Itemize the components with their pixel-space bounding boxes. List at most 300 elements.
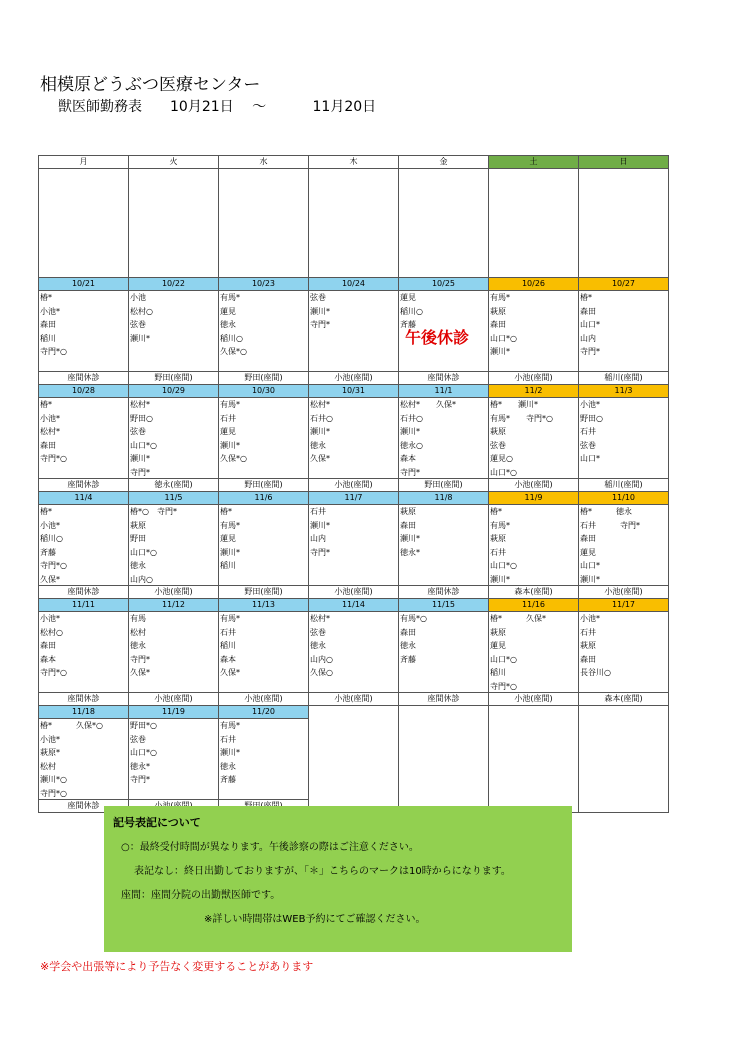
staff-list [39, 291, 128, 371]
staff-entry: 弦巻 [130, 427, 146, 437]
staff-entry: 山口*○ [490, 333, 517, 343]
zama-assignment: 野田(座間) [219, 478, 308, 491]
staff-entry: 瀬川* [400, 427, 420, 437]
day-cell [579, 492, 669, 599]
staff-list [579, 612, 668, 692]
day-cell [219, 706, 309, 813]
staff-entry: 久保* [220, 668, 240, 678]
zama-assignment: 小池(座間) [309, 371, 398, 384]
day-date: 11/18 [39, 706, 128, 719]
staff-entry: 徳永 [130, 641, 146, 651]
staff-entry: 斉藤 [400, 320, 416, 330]
staff-entry: 有馬 [130, 614, 146, 623]
staff-entry: 蓮見 [220, 534, 236, 544]
staff-entry: 山口*○ [490, 654, 517, 664]
staff-entry: 石井 [580, 427, 596, 437]
staff-entry: 寺門*○ [490, 681, 517, 691]
staff-entry: 山内 [310, 534, 326, 544]
staff-list [219, 291, 308, 371]
staff-list [129, 398, 218, 478]
staff-entry: 寺門*○ [40, 668, 67, 678]
staff-list [309, 612, 398, 692]
day-date: 11/7 [309, 492, 398, 505]
staff-entry: 森田 [490, 320, 506, 330]
staff-list [129, 612, 218, 692]
staff-entry: 椿*○ 寺門* [130, 507, 177, 516]
staff-entry: 森田 [580, 534, 596, 544]
staff-entry: 瀬川* [490, 347, 510, 357]
empty-day-cell [489, 706, 579, 813]
staff-entry: 寺門* [400, 467, 420, 477]
staff-entry: 松村* [310, 400, 330, 409]
staff-entry: 萩原 [490, 427, 506, 437]
weekday-header: 土 [489, 156, 579, 169]
staff-entry: 徳永 [310, 641, 326, 651]
day-date: 11/9 [489, 492, 578, 505]
staff-entry: 石井 [220, 413, 236, 423]
staff-entry: 椿* [40, 293, 52, 302]
day-cell [129, 278, 219, 385]
staff-entry: 瀬川* [130, 333, 150, 343]
day-cell [219, 385, 309, 492]
day-cell [579, 385, 669, 492]
staff-entry: 瀬川* [400, 534, 420, 544]
day-cell [219, 599, 309, 706]
staff-entry: 森本 [40, 654, 56, 664]
page-title: 相模原どうぶつ医療センター [40, 75, 261, 95]
day-date: 11/10 [579, 492, 668, 505]
zama-assignment: 森本(座間) [489, 585, 578, 598]
day-date: 10/31 [309, 385, 398, 398]
staff-entry: 徳永 [400, 641, 416, 651]
zama-assignment: 座間休診 [39, 692, 128, 705]
staff-list [129, 505, 218, 585]
zama-assignment: 座間休診 [399, 585, 488, 598]
staff-entry: 瀬川* [310, 306, 330, 316]
staff-entry: 徳永 [310, 440, 326, 450]
day-date: 11/11 [39, 599, 128, 612]
schedule-period: 獣医師勤務表 10月21日 〜 11月20日 [58, 99, 377, 115]
staff-entry: 森田 [40, 440, 56, 450]
staff-entry: 萩原 [490, 534, 506, 544]
staff-entry: 椿* 瀬川* [490, 400, 538, 409]
staff-entry: 有馬* [490, 520, 510, 530]
staff-entry: 石井○ [310, 413, 333, 423]
day-date: 10/30 [219, 385, 308, 398]
day-date: 11/14 [309, 599, 398, 612]
staff-entry: 瀬川* [220, 748, 240, 758]
staff-entry: 石井 [220, 734, 236, 744]
zama-assignment: 座間休診 [399, 371, 488, 384]
staff-list [219, 719, 308, 799]
staff-entry: 寺門*○ [40, 788, 67, 798]
staff-list [309, 291, 398, 371]
staff-entry: 久保*○ [220, 454, 247, 464]
afternoon-closed-notice: 午後休診 [405, 328, 470, 347]
legend-heading: 記号表記について [113, 816, 201, 829]
staff-entry: 稲川 [220, 561, 236, 571]
zama-assignment: 森本(座間) [579, 692, 668, 705]
day-cell [489, 385, 579, 492]
staff-entry: 有馬* [220, 520, 240, 530]
staff-entry: 蓮見○ [490, 454, 513, 464]
staff-entry: 山口*○ [130, 547, 157, 557]
staff-entry: 石井 [220, 627, 236, 637]
staff-list [309, 505, 398, 585]
blank-cell [39, 169, 129, 278]
staff-entry: 稲川 [490, 668, 506, 678]
staff-entry: 瀬川* [580, 574, 600, 584]
zama-assignment: 小池(座間) [129, 585, 218, 598]
staff-entry: 寺門* [130, 775, 150, 785]
staff-entry: 山口*○ [130, 748, 157, 758]
legend-line-zama: 座間：座間分院の出勤獣医師です。 [121, 890, 281, 901]
staff-entry: 瀬川* [220, 547, 240, 557]
weekday-header: 月 [39, 156, 129, 169]
day-date: 10/21 [39, 278, 128, 291]
day-date: 11/19 [129, 706, 218, 719]
staff-entry: 蓮見 [220, 306, 236, 316]
staff-list [219, 612, 308, 692]
blank-cell [129, 169, 219, 278]
staff-entry: 稲川○ [400, 306, 423, 316]
legend-box [104, 806, 572, 952]
staff-entry: 山内○ [130, 574, 153, 584]
staff-entry: 椿* [40, 507, 52, 516]
staff-entry: 野田○ [580, 413, 603, 423]
staff-entry: 蓮見 [490, 641, 506, 651]
staff-entry: 有馬* 寺門*○ [490, 413, 553, 423]
staff-entry: 瀬川*○ [40, 775, 67, 785]
staff-entry: 弦巻 [310, 293, 326, 302]
zama-assignment: 小池(座間) [489, 478, 578, 491]
staff-entry: 石井 [310, 507, 326, 516]
weekday-header: 水 [219, 156, 309, 169]
staff-entry: 寺門* [130, 467, 150, 477]
staff-entry: 瀬川* [310, 520, 330, 530]
zama-assignment: 座間休診 [399, 692, 488, 705]
day-cell [309, 385, 399, 492]
staff-entry: 久保* [310, 454, 330, 464]
staff-list [219, 398, 308, 478]
day-cell [39, 492, 129, 599]
day-date: 10/26 [489, 278, 578, 291]
staff-entry: 萩原 [400, 507, 416, 516]
blank-cell [579, 169, 669, 278]
staff-entry: 弦巻 [130, 734, 146, 744]
staff-entry: 森田 [580, 306, 596, 316]
staff-entry: 山口*○ [130, 440, 157, 450]
staff-entry: 有馬* [220, 293, 240, 302]
day-cell [489, 278, 579, 385]
day-date: 10/24 [309, 278, 398, 291]
staff-entry: 萩原 [490, 306, 506, 316]
staff-entry: 寺門* [310, 320, 330, 330]
staff-entry: 久保* [40, 574, 60, 584]
legend-line-asterisk: 表記なし：終日出勤しておりますが、「＊」こちらのマークは10時からになります。 [134, 866, 511, 877]
staff-entry: 松村○ [130, 306, 153, 316]
day-cell [219, 278, 309, 385]
zama-assignment: 稲川(座間) [579, 478, 668, 491]
staff-list [39, 719, 128, 799]
staff-entry: 松村 [130, 627, 146, 637]
staff-entry: 森本 [220, 654, 236, 664]
staff-entry: 寺門* [310, 547, 330, 557]
staff-entry: 久保○ [310, 668, 333, 678]
day-cell [309, 278, 399, 385]
staff-list [579, 398, 668, 478]
staff-entry: 小池 [130, 293, 146, 302]
staff-entry: 萩原 [580, 641, 596, 651]
staff-entry: 久保* [130, 668, 150, 678]
staff-list [39, 398, 128, 478]
staff-entry: 松村* 久保* [400, 400, 456, 409]
staff-entry: 稲川○ [40, 534, 63, 544]
staff-entry: 斉藤 [220, 775, 236, 785]
blank-cell [309, 169, 399, 278]
day-date: 10/25 [399, 278, 488, 291]
staff-entry: 蓮見 [400, 293, 416, 302]
staff-entry: 萩原 [130, 520, 146, 530]
staff-entry: 森田 [40, 320, 56, 330]
zama-assignment: 小池(座間) [579, 585, 668, 598]
staff-list [129, 719, 218, 799]
zama-assignment: 座間休診 [39, 799, 128, 812]
staff-entry: 小池* [40, 520, 60, 530]
staff-entry: 有馬*○ [400, 614, 427, 623]
staff-list [129, 291, 218, 371]
staff-entry: 小池* [40, 413, 60, 423]
staff-entry: 有馬* [220, 614, 240, 623]
weekday-header: 木 [309, 156, 399, 169]
staff-entry: 山口* [580, 320, 600, 330]
zama-assignment: 野田(座間) [129, 371, 218, 384]
legend-line-web: ※詳しい時間帯はWEB予約にてご確認ください。 [204, 914, 426, 925]
day-cell [399, 278, 489, 385]
staff-entry: 椿* [580, 293, 592, 302]
staff-entry: 椿* 久保*○ [40, 721, 103, 730]
staff-entry: 山内○ [310, 654, 333, 664]
day-cell [309, 599, 399, 706]
day-cell [399, 492, 489, 599]
staff-entry: 松村* [40, 427, 60, 437]
staff-list [399, 505, 488, 585]
day-cell [129, 706, 219, 813]
staff-entry: 萩原 [490, 627, 506, 637]
zama-assignment: 小池(座間) [309, 692, 398, 705]
staff-entry: 瀬川* [490, 574, 510, 584]
day-cell [219, 492, 309, 599]
day-cell [129, 385, 219, 492]
staff-entry: 小池* [40, 614, 60, 623]
day-date: 11/1 [399, 385, 488, 398]
day-cell [129, 599, 219, 706]
staff-entry: 徳永 [220, 761, 236, 771]
empty-day-cell [579, 706, 669, 813]
weekday-header: 金 [399, 156, 489, 169]
staff-entry: 稲川 [40, 333, 56, 343]
staff-list [399, 398, 488, 478]
staff-entry: 椿* 久保* [490, 614, 546, 623]
day-date: 11/2 [489, 385, 578, 398]
staff-entry: 寺門*○ [40, 561, 67, 571]
staff-entry: 石井 寺門* [580, 520, 640, 530]
staff-entry: 有馬* [490, 293, 510, 302]
zama-assignment: 小池(座間) [309, 585, 398, 598]
legend-line-circle: ○：最終受付時間が異なります。午後診察の際はご注意ください。 [121, 842, 419, 853]
staff-entry: 松村○ [40, 627, 63, 637]
weekday-header: 火 [129, 156, 219, 169]
staff-entry: 松村 [40, 761, 56, 771]
staff-entry: 松村* [130, 400, 150, 409]
staff-entry: 山口*○ [490, 467, 517, 477]
staff-list [39, 505, 128, 585]
staff-entry: 森本 [400, 454, 416, 464]
day-date: 10/22 [129, 278, 218, 291]
staff-entry: 森田 [40, 641, 56, 651]
zama-assignment: 座間休診 [39, 371, 128, 384]
staff-entry: 山口*○ [490, 561, 517, 571]
day-cell [579, 599, 669, 706]
staff-list [579, 505, 668, 585]
day-cell [39, 278, 129, 385]
zama-assignment: 座間休診 [39, 478, 128, 491]
staff-list [399, 612, 488, 692]
day-date: 11/8 [399, 492, 488, 505]
staff-entry: 山内 [580, 333, 596, 343]
day-date: 10/23 [219, 278, 308, 291]
day-date: 10/29 [129, 385, 218, 398]
day-cell [489, 599, 579, 706]
zama-assignment: 野田(座間) [219, 585, 308, 598]
staff-entry: 弦巻 [580, 440, 596, 450]
schedule-calendar [38, 155, 669, 813]
day-date: 11/12 [129, 599, 218, 612]
day-cell [579, 278, 669, 385]
day-date: 10/27 [579, 278, 668, 291]
empty-day-cell [399, 706, 489, 813]
staff-entry: 徳永 [220, 320, 236, 330]
staff-entry: 椿* [220, 507, 232, 516]
day-cell [489, 492, 579, 599]
zama-assignment: 小池(座間) [489, 692, 578, 705]
staff-entry: 山口* [580, 454, 600, 464]
staff-entry: 椿* [40, 400, 52, 409]
staff-list [489, 612, 578, 692]
staff-entry: 有馬* [220, 400, 240, 409]
staff-entry: 森田 [400, 627, 416, 637]
day-date: 10/28 [39, 385, 128, 398]
day-date: 11/3 [579, 385, 668, 398]
day-cell [399, 385, 489, 492]
day-cell [399, 599, 489, 706]
day-cell [309, 492, 399, 599]
zama-assignment: 野田(座間) [219, 371, 308, 384]
staff-entry: 松村* [310, 614, 330, 623]
staff-entry: 小池* [580, 614, 600, 623]
staff-entry: 椿* 徳永 [580, 507, 632, 516]
zama-assignment: 座間休診 [39, 585, 128, 598]
staff-entry: 蓮見 [220, 427, 236, 437]
staff-entry: 椿* [490, 507, 502, 516]
staff-entry: 石井 [490, 547, 506, 557]
staff-entry: 徳永○ [400, 440, 423, 450]
staff-entry: 長谷川○ [580, 668, 611, 678]
staff-entry: 弦巻 [130, 320, 146, 330]
day-date: 11/17 [579, 599, 668, 612]
staff-entry: 瀬川* [220, 440, 240, 450]
blank-cell [489, 169, 579, 278]
day-date: 11/13 [219, 599, 308, 612]
staff-entry: 寺門*○ [40, 347, 67, 357]
staff-entry: 徳永 [130, 561, 146, 571]
zama-assignment: 小池(座間) [219, 692, 308, 705]
staff-entry: 小池* [40, 306, 60, 316]
staff-entry: 野田 [130, 534, 146, 544]
staff-entry: 瀬川* [130, 454, 150, 464]
staff-list [489, 291, 578, 371]
staff-entry: 萩原* [40, 748, 60, 758]
staff-entry: 久保*○ [220, 347, 247, 357]
staff-entry: 弦巻 [490, 440, 506, 450]
staff-list [309, 398, 398, 478]
zama-assignment: 小池(座間) [309, 478, 398, 491]
zama-assignment: 小池(座間) [129, 692, 218, 705]
staff-entry: 小池* [40, 734, 60, 744]
day-date: 11/5 [129, 492, 218, 505]
staff-entry: 野田*○ [130, 721, 157, 730]
day-date: 11/4 [39, 492, 128, 505]
staff-list [489, 398, 578, 478]
blank-cell [219, 169, 309, 278]
zama-assignment: 小池(座間) [489, 371, 578, 384]
disclaimer-note: ※学会や出張等により予告なく変更することがあります [40, 960, 314, 973]
staff-entry: 野田○ [130, 413, 153, 423]
staff-entry: 寺門*○ [40, 454, 67, 464]
staff-entry: 稲川 [220, 641, 236, 651]
zama-assignment: 野田(座間) [399, 478, 488, 491]
staff-entry: 稲川○ [220, 333, 243, 343]
day-cell [39, 599, 129, 706]
staff-entry: 斉藤 [40, 547, 56, 557]
staff-list [399, 291, 488, 371]
weekday-header: 日 [579, 156, 669, 169]
staff-entry: 斉藤 [400, 654, 416, 664]
blank-cell [399, 169, 489, 278]
day-cell [39, 385, 129, 492]
day-date: 11/15 [399, 599, 488, 612]
staff-entry: 徳永* [400, 547, 420, 557]
staff-list [219, 505, 308, 585]
staff-entry: 徳永* [130, 761, 150, 771]
day-date: 11/20 [219, 706, 308, 719]
staff-list [489, 505, 578, 585]
staff-entry: 森田 [400, 520, 416, 530]
day-date: 11/6 [219, 492, 308, 505]
empty-day-cell [309, 706, 399, 813]
staff-entry: 小池* [580, 400, 600, 409]
staff-list [39, 612, 128, 692]
staff-entry: 弦巻 [310, 627, 326, 637]
staff-entry: 寺門* [580, 347, 600, 357]
zama-assignment: 稲川(座間) [579, 371, 668, 384]
staff-entry: 山口* [580, 561, 600, 571]
staff-entry: 寺門* [130, 654, 150, 664]
day-date: 11/16 [489, 599, 578, 612]
day-cell [129, 492, 219, 599]
staff-entry: 有馬* [220, 721, 240, 730]
staff-entry: 蓮見 [580, 547, 596, 557]
